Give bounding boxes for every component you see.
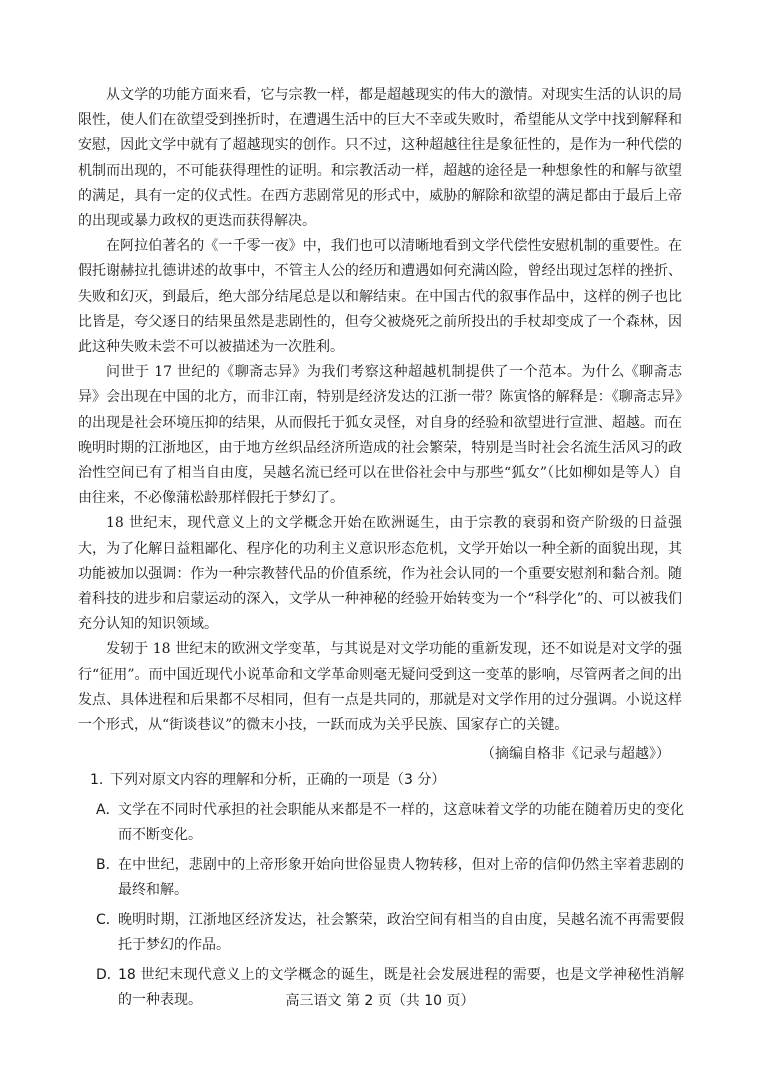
question-number: 1.	[90, 772, 104, 788]
reading-passage	[78, 83, 682, 738]
passage-paragraph-2: 在阿拉伯著名的《一千零一夜》中，我们也可以清晰地看到文学代偿性安慰机制的重要性。在假托谢赫拉扎德讲述的故事中，不管主人公的经历和遭遇如何充满凶险，曾经出现过怎样的挫折、失败和幻灭，到最后，绝大部分结尾总是以和解结束。在中国古代的叙事作品中，这样的例子也比比皆是，夸父逐日的结果虽然是悲剧性的，但夸父被烧死之前所投出的手杖却变成了一个森林，因此这种失败未尝不可以被描述为一次胜利。	[78, 238, 682, 356]
option-letter: B．	[96, 857, 120, 873]
page-footer: 高三语文 第 2 页（共 10 页）	[285, 993, 475, 1009]
option-text: 18 世纪末现代意义上的文学概念的诞生，既是社会发展进程的需要，也是文学神秘性消解的一种表现。	[118, 967, 684, 1008]
option-text: 晚明时期，江浙地区经济发达，社会繁荣，政治空间有相当的自由度，吴越名流不再需要假托于梦幻的作品。	[118, 912, 684, 953]
option-a	[90, 798, 684, 847]
passage-paragraph-4: 18 世纪末，现代意义上的文学概念开始在欧洲诞生，由于宗教的衰弱和资产阶级的日益强大，为了化解日益粗鄙化、程序化的功利主义意识形态危机，文学开始以一种全新的面貌出现，其功能被加以强调：作为一种宗教替代品的价值系统，作为社会认同的一个重要安慰剂和黏合剂。随着科技的进步和启蒙运动的深入，文学从一种神秘的经验开始转变为一个“科学化”的、可以被我们充分认知的知识领域。	[78, 515, 682, 633]
option-text: 在中世纪，悲剧中的上帝形象开始向世俗显贵人物转移，但对上帝的信仰仍然主宰着悲剧的最终和解。	[118, 857, 684, 898]
option-c	[90, 908, 684, 957]
question-1	[90, 768, 684, 1012]
option-text: 文学在不同时代承担的社会职能从来都是不一样的，这意味着文学的功能在随着历史的变化而不断变化。	[118, 802, 684, 843]
passage-source: （摘编自格非《记录与超越》）	[481, 746, 670, 762]
question-stem-text: 下列对原文内容的理解和分析，正确的一项是（3 分）	[110, 772, 446, 788]
passage-paragraph-3: 问世于 17 世纪的《聊斋志异》为我们考察这种超越机制提供了一个范本。为什么《聊斋志异》会出现在中国的北方，而非江南，特别是经济发达的江浙一带？陈寅恪的解释是：《聊斋志异》的出现是社会环境压抑的结果，从而假托于狐女灵怪，对自身的经验和欲望进行宣泄、超越。而在晚明时期的江浙地区，由于地方丝织品经济所造成的社会繁荣，特别是当时社会名流生活风习的政治性空间已有了相当自由度，吴越名流已经可以在世俗社会中与那些“狐女”（比如柳如是等人）自由往来，不必像蒲松龄那样假托于梦幻了。	[78, 364, 682, 507]
question-stem	[90, 768, 684, 792]
passage-paragraph-1: 从文学的功能方面来看，它与宗教一样，都是超越现实的伟大的激情。对现实生活的认识的局限性，使人们在欲望受到挫折时，在遭遇生活中的巨大不幸或失败时，希望能从文学中找到解释和安慰，因此文学中就有了超越现实的创作。只不过，这种超越往往是象征性的，是作为一种代偿的机制而出现的，不可能获得理性的证明。和宗教活动一样，超越的途径是一种想象性的和解与欲望的满足，具有一定的仪式性。在西方悲剧常见的形式中，威胁的解除和欲望的满足都由于最后上帝的出现或暴力政权的更迭而获得解决。	[78, 87, 682, 230]
option-letter: C．	[96, 912, 120, 928]
option-letter: D．	[96, 967, 121, 983]
option-b	[90, 853, 684, 902]
passage-paragraph-5: 发轫于 18 世纪末的欧洲文学变革，与其说是对文学功能的重新发现，还不如说是对文学的强行“征用”。而中国近现代小说革命和文学革命则毫无疑问受到这一变革的影响，尽管两者之间的出发点、具体进程和后果都不尽相同，但有一点是共同的，那就是对文学作用的过分强调。小说这样一个形式，从“街谈巷议”的微末小技，一跃而成为关乎民族、国家存亡的关键。	[78, 641, 682, 734]
option-letter: A．	[96, 802, 120, 818]
